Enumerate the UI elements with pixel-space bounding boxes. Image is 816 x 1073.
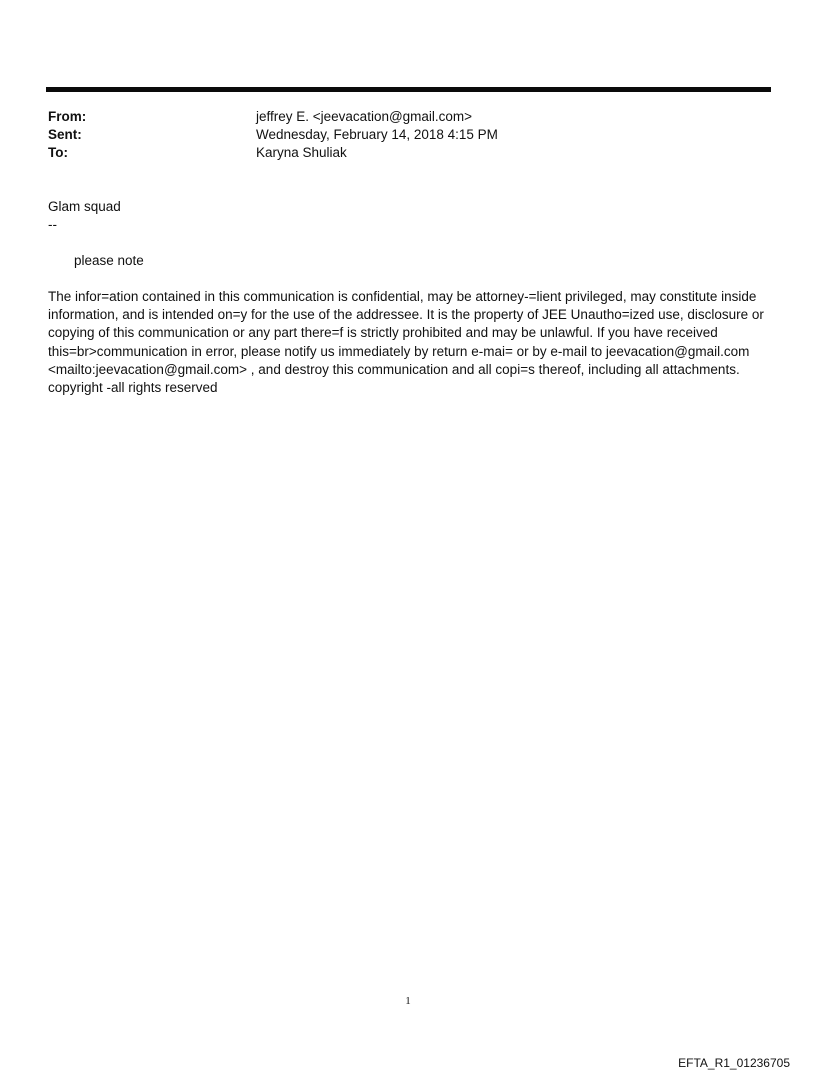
bates-number: EFTA_R1_01236705: [678, 1056, 790, 1070]
header-divider: [46, 87, 771, 92]
body-subject-line: Glam squad: [48, 199, 121, 214]
disclaimer-line: this=br>communication in error, please notify us immediately by return e-mai= or by e-mail to jeevacation@gmail.com: [48, 343, 750, 359]
email-header: [48, 108, 768, 162]
sent-value: Wednesday, February 14, 2018 4:15 PM: [256, 127, 498, 142]
disclaimer-line: information, and is intended on=y for the use of the addressee. It is the property of JEE Unautho=ized use, disclosure or: [48, 307, 764, 323]
to-row: [48, 144, 768, 162]
to-label: To:: [48, 145, 68, 160]
disclaimer-line: The infor=ation contained in this communication is confidential, may be attorney-=lient privileged, may constitute inside: [48, 289, 757, 304]
confidentiality-disclaimer: [48, 288, 776, 397]
page-number: 1: [405, 995, 411, 1007]
note-text: please note: [74, 253, 144, 268]
from-row: [48, 108, 768, 126]
from-value: jeffrey E. <jeevacation@gmail.com>: [256, 109, 473, 124]
to-value: Karyna Shuliak: [256, 145, 347, 160]
signature-separator: --: [48, 217, 57, 232]
disclaimer-line: copying of this communication or any part there=f is strictly prohibited and may be unlawful. If you have received: [48, 325, 718, 341]
sent-row: [48, 126, 768, 144]
disclaimer-line: copyright -all rights reserved: [48, 380, 218, 396]
disclaimer-line: <mailto:jeevacation@gmail.com> , and destroy this communication and all copi=s thereof, including all attachments.: [48, 361, 740, 377]
sent-label: Sent:: [48, 127, 82, 142]
from-label: From:: [48, 109, 87, 124]
